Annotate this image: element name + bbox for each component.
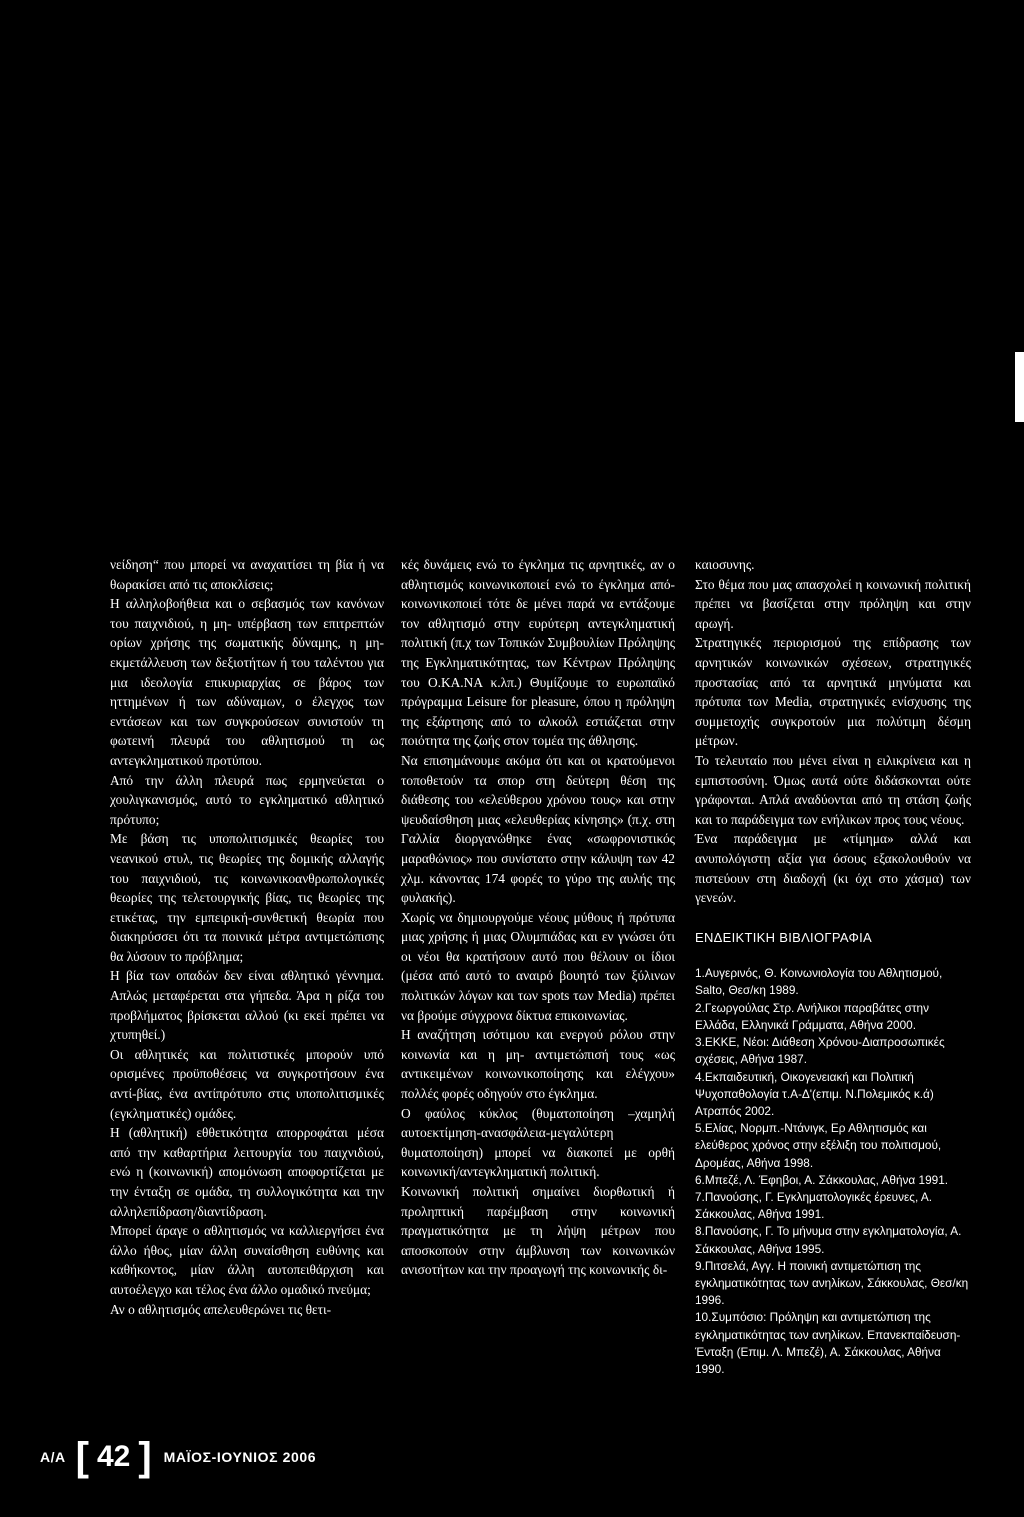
text-column-1	[110, 555, 384, 1319]
reference-item: 5.Ελίας, Νορμπ.-Ντάνιγκ, Ερ Αθλητισμός και ελεύθερος χρόνος στην εξέλιξη του πολιτισμού, Δρομέας, Αθήνα 1998.	[695, 1121, 942, 1170]
reference-item: 2.Γεωργούλας Στρ. Ανήλικοι παραβάτες στην Ελλάδα, Ελληνικά Γράμματα, Αθήνα 2000.	[695, 1000, 929, 1032]
paragraph: Χωρίς να δημιουργούμε νέους μύθους ή πρότυπα μιας χρήσης ή μιας Ολυμπιάδας και εν γνώσει ότι οι νέοι θα κρατήσουν αυτό που θέλουν οι ίδιοι (μέσα από αυτό το αναιρό βουητό των ξύλινων πολιτικών λόγων και των spots των Media) πρέπει να βρούμε σύγχρονα δίκτυα επικοινωνίας.	[401, 909, 675, 1023]
reference-item: 10.Συμπόσιο: Πρόληψη και αντιμετώπιση της εγκληματικότητας των ανηλίκων. Επανεκπαίδευση-Ένταξη (Επιμ. Λ. Μπεζέ), Α. Σάκκουλας, Αθήνα 1990.	[695, 1310, 961, 1376]
bracket-open: [	[75, 1435, 89, 1479]
issue-date: ΜΑΪΟΣ-ΙΟΥΝΙΟΣ 2006	[163, 1449, 317, 1465]
reference-item: 1.Αυγερινός, Θ. Κοινωνιολογία του Αθλητισμού, Salto, Θεσ/κη 1989.	[695, 966, 943, 998]
paragraph: Οι αθλητικές και πολιτιστικές μπορούν υπό ορισμένες προϋποθέσεις να συγκροτήσουν ένα αντί-βίας, ένα αντίπρότυπο στις υποπολιτισμικές (εγκληματικές) ομάδες.	[110, 1046, 384, 1121]
reference-item: 4.Εκπαιδευτική, Οικογενειακή και Πολιτική Ψυχοπαθολογία τ.Α-Δ'(επιμ. Ν.Πολεμικός κ.ά) Ατραπός 2002.	[695, 1069, 934, 1118]
reference-item: 6.Μπεζέ, Λ. Έφηβοι, Α. Σάκκουλας, Αθήνα 1991.	[695, 1172, 949, 1187]
paragraph: Η βία των οπαδών δεν είναι αθλητικό γέννημα. Απλώς μεταφέρεται στα γήπεδα. Άρα η ρίζα του προβλήματος βρίσκεται αλλού (κι εκεί πρέπει να χτυπηθεί.)	[110, 968, 384, 1043]
references-list	[695, 965, 971, 1378]
paragraph: Η αναζήτηση ισότιμου και ενεργού ρόλου στην κοινωνία και η μη- αντιμετώπισή τους «ως αντικειμένων κοινωνικοποίησης και ελέγχου» πολλές φορές οδηγούν στο έγκλημα.	[401, 1027, 675, 1102]
paragraph: Κοινωνική πολιτική σημαίνει διορθωτική ή προληπτική παρέμβαση στην κοινωνική πραγματικότητα με τη λήψη μέτρων που αποσκοπούν στην άμβλυνση των κοινωνικών ανισοτήτων και την προαγωγή της κοινωνικής δι-	[401, 1184, 675, 1278]
paragraph: Να επισημάνουμε ακόμα ότι και οι κρατούμενοι τοποθετούν τα σπορ στη δεύτερη θέση της διάθεσης του «ελεύθερου χρόνου τους» και στην ψευδαίσθηση μιας «ελευθερίας κίνησης» (π.χ. στη Γαλλία διοργανώθηκε ένας «σωφρονιστικός μαραθώνιος» που συνίστατο στην κάλυψη των 42 χλμ. κάνοντας 174 φορές το γύρο της αυλής της φυλακής).	[401, 752, 675, 906]
paragraph: Η αλληλοβοήθεια και ο σεβασμός των κανόνων του παιχνιδιού, η μη- υπέρβαση των επιτρεπτών ορίων χρήσης της σωματικής δύναμης, η μη- εκμετάλλευση των δεξιοτήτων ή του ταλέντου για μια ιδεολογία επικυριαρχίας σε βάρος των ηττημένων ή των αδύναμων, ο έλεγχος των εντάσεων και των συγκρούσεων συνιστούν τη φωτεινή πλευρά του αθλητισμού τη ως αντεγκληματικού προτύπου.	[110, 596, 384, 768]
reference-item: 7.Πανούσης, Γ. Εγκληματολογικές έρευνες, Α. Σάκκουλας, Αθήνα 1991.	[695, 1189, 932, 1222]
paragraph: Ένα παράδειγμα με «τίμημα» αλλά και ανυπολόγιστη αξία για όσους εξακολουθούν να πιστεύουν στη διαδοχή (κι όχι στο χάσμα) των γενεών.	[695, 831, 971, 906]
paragraph: Μπορεί άραγε ο αθλητισμός να καλλιεργήσει ένα άλλο ήθος, μίαν άλλη συναίσθηση ευθύνης και καθήκοντος, μίαν άλλη αυτοπειθάρχιση και αυτοέλεγχο και τέλος ένα άλλο ομαδικό πνεύμα;	[110, 1223, 384, 1297]
reference-item: 8.Πανούσης, Γ. Το μήνυμα στην εγκληματολογία, Α. Σάκκουλας, Αθήνα 1995.	[695, 1224, 962, 1256]
paragraph: καιοσυνης.	[695, 557, 755, 572]
page-footer	[40, 1432, 316, 1482]
reference-item: 3.ΕΚΚΕ, Νέοι: Διάθεση Χρόνου-Διαπροσωπικές σχέσεις, Αθήνα 1987.	[695, 1035, 945, 1067]
reference-item: 9.Πιτσελά, Αγγ. Η ποινική αντιμετώπιση της εγκληματικότητας των ανηλίκων, Σάκκουλας, Θεσ/κη 1996.	[695, 1258, 969, 1308]
paragraph: Η (αθλητική) εθθετικότητα απορροφάται μέσα από την καθαρτήρια λειτουργία του παιχνιδιού, ενώ η (κοινωνική) απομόνωση αποφορτίζεται με την ένταξη σε ομάδα, τη συλλογικότητα και την αλληλεπίδραση/διαντίδραση.	[110, 1125, 384, 1219]
paragraph: Ο φαύλος κύκλος (θυματοποίηση –χαμηλή αυτοεκτίμηση-ανασφάλεια-μεγαλύτερη θυματοποίηση) μπορεί να διακοπεί με ορθή κοινωνική/αντεγκληματική πολιτική.	[401, 1105, 675, 1180]
bracket-close: ]	[138, 1435, 152, 1479]
text-column-3	[695, 555, 971, 1378]
paragraph: Στο θέμα που μας απασχολεί η κοινωνική πολιτική πρέπει να βασίζεται στην πρόληψη και στην αρωγή.	[695, 576, 971, 631]
right-edge-strip	[1015, 352, 1024, 422]
top-black-area	[0, 0, 1024, 540]
paragraph: Αν ο αθλητισμός απελευθερώνει τις θετι-	[110, 1301, 332, 1317]
paragraph: νείδηση“ που μπορεί να αναχαιτίσει τη βία ή να θωρακίσει από τις αποκλίσεις;	[110, 557, 384, 592]
section-label: Α/Α	[40, 1449, 66, 1465]
paragraph: Το τελευταίο που μένει είναι η ειλικρίνεια και η εμπιστοσύνη. Όμως αυτά ούτε διδάσκονται ούτε γράφονται. Απλά αναδύονται από τη στάση ζωής και το παράδειγμα των ενήλικων προς τους νέους.	[695, 752, 971, 827]
paragraph: Στρατηγικές περιορισμού της επίδρασης των αρνητικών κοινωνικών σχέσεων, στρατηγικές προστασίας από τα αρνητικά μηνύματα και πρότυπα των Media, στρατηγικές ενίσχυσης της συμμετοχής συγκροτούν μια πολύτιμη δέσμη μέτρων.	[695, 635, 971, 749]
paragraph: κές δυνάμεις ενώ το έγκλημα τις αρνητικές, αν ο αθλητισμός κοινωνικοποιεί ενώ το έγκλημα από-κοινωνικοποιεί τότε δε μένει παρά να εντάξουμε τον αθλητισμό στην ευρύτερη αντεγκληματική πολιτική (π.χ των Τοπικών Συμβουλίων Πρόληψης της Εγκληματικότητας, των Κέντρων Πρόληψης του Ο.ΚΑ.ΝΑ κ.λπ.) Θυμίζουμε το ευρωπαϊκό πρόγραμμα Leisure for pleasure, όπου η πρόληψη της εξάρτησης από το αλκοόλ εστιάζεται στην ποιότητα της ζωής στον τομέα της άθλησης.	[401, 557, 675, 749]
text-column-2	[401, 555, 675, 1280]
page-number: 42	[96, 1440, 131, 1473]
references-heading: ΕΝΔΕΙΚΤΙΚΗ ΒΙΒΛΙΟΓΡΑΦΙΑ	[695, 929, 872, 945]
paragraph: Με βάση τις υποπολιτισμικές θεωρίες του νεανικού στυλ, τις θεωρίες της δομικής αλλαγής του παιχνιδιού, τις κοινωνικοανθρωπολογικές θεωρίες της τελετουργικής βίας, τις θεωρίες της ετικέτας, την εμπειρική-συνθετική θεωρία που διακηρύσσει ότι τα ποινικά μέτρα αντιμετώπισης θα λύσουν το πρόβλημα;	[110, 831, 384, 964]
paragraph: Από την άλλη πλευρά πως ερμηνεύεται ο χουλιγκανισμός, αυτό το εγκληματικό αθλητικό πρότυπο;	[110, 772, 384, 827]
